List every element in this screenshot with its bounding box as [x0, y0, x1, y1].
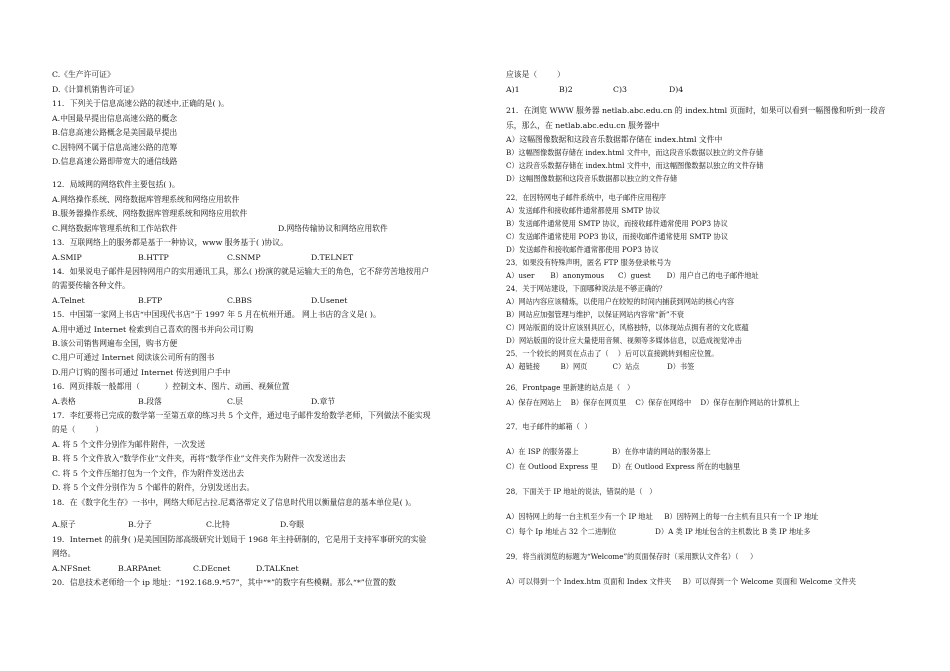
right-line: C）发送邮件通常使用 POP3 协议，而接收邮件通常使用 SMTP 协议 — [506, 232, 729, 241]
left-line: D.《计算机销售许可证》 — [52, 85, 139, 94]
right-line: B）发送邮件通常使用 SMTP 协议，而接收邮件通常使用 POP3 协议 — [506, 219, 728, 228]
left-line: 的需要传输各种文件。 — [52, 281, 130, 290]
left-line: C.SNMP — [227, 253, 261, 262]
left-line: 网络。 — [52, 549, 76, 558]
left-line: A.网络操作系统、网络数据库管理系统和网络应用软件 — [52, 195, 240, 204]
left-line: B.该公司销售网遍布全国，购书方便 — [52, 339, 178, 348]
right-line: 28．下面关于 IP 地址的说法，错误的是（ ） — [506, 487, 657, 496]
left-line: 20．信息技术老师给一个 ip 地址：“192.168.9.*57”，其中“*”的数字有些模糊。那么“*”位置的数 — [52, 578, 396, 587]
right-line: 26．Frontpage 里新建的站点是（ ） — [506, 383, 635, 392]
left-line: B.分子 — [128, 520, 152, 529]
left-line: B.HTTP — [138, 253, 169, 262]
right-line: D）这幅图像数据和这段音乐数据都以独立的文件存储 — [506, 174, 678, 183]
right-line: 29．将当前浏览的标题为“Welcome”的页面保存时（采用默认文件名）（ ） — [506, 552, 758, 561]
right-line: A）网站内容应该精炼，以使用户在较短的时间内捕获到网站的核心内容 — [506, 297, 735, 306]
left-line: B.信息高速公路概念是美国最早提出 — [52, 128, 178, 137]
left-line: C.层 — [227, 397, 243, 406]
left-line: A.Telnet — [52, 296, 85, 305]
left-line: D.信息高速公路即带宽大的通信线路 — [52, 157, 178, 166]
right-line: C）这段音乐数据存储在 index.html 文件中，而这幅图像数据以独立的文件存储 — [506, 161, 764, 170]
left-line: 11．下列关于信息高速公路的叙述中,正确的是( )。 — [52, 99, 229, 108]
left-line: C.因特网不属于信息高速公路的范筹 — [52, 143, 178, 152]
left-line: 19．Internet 的前身( )是美国国防部高级研究计划局于 1968 年主持研制的，它是用于支持军事研究的实验 — [52, 535, 427, 544]
left-line: B.FTP — [138, 296, 163, 305]
left-line: C.BBS — [227, 296, 252, 305]
right-line: D）在 Outlood Express 所在的电脑里 — [612, 462, 741, 471]
left-line: A.NFSnet — [52, 564, 91, 573]
left-line: D.夸眼 — [280, 520, 305, 529]
left-line: B.服务器操作系统、网络数据库管理系统和网络应用软件 — [52, 209, 248, 218]
left-line: D.网络传输协议和网络应用软件 — [278, 224, 388, 233]
left-line: B.ARPAnet — [118, 564, 161, 573]
left-line: 17．李红要将已完成的数学第一至第五章的练习共 5 个文件，通过电子邮件发给数学老师，下列做法不能实现 — [52, 411, 431, 420]
left-line: D.TELNET — [311, 253, 354, 262]
left-line: A.用中通过 Internet 检索到自己喜欢的图书并向公司订购 — [52, 325, 254, 334]
right-line: B）网站应加强管理与维护，以保证网站内容常“新”不衰 — [506, 310, 684, 319]
right-line: A）可以得到一个 Index.htm 页面和 Index 文件夹 B）可以得到一个 Welcome 页面和 Welcome 文件夹 — [506, 577, 856, 586]
right-line: C）在 Outlood Express 里 — [506, 462, 598, 471]
left-line: C. 将 5 个文件压缩打包为一个文件，作为附件发送出去 — [52, 469, 245, 478]
right-line: D)4 — [669, 85, 684, 94]
right-line: D）网站版面的设计应大量使用音频、视频等多媒体信息，以造成视觉冲击 — [506, 336, 742, 345]
left-line: A. 将 5 个文件分别作为邮件附件，一次发送 — [52, 440, 206, 449]
left-line: A.中国最早提出信息高速公路的概念 — [52, 114, 178, 123]
right-line: C)3 — [613, 85, 627, 94]
right-line: 24．关于网站建设，下面哪种说法是不够正确的？ — [506, 284, 667, 293]
right-line: B）在你申请的网站的服务器上 — [612, 447, 711, 456]
right-line: 应该是（ ） — [506, 70, 565, 79]
right-line: 22．在因特网电子邮件系统中，电子邮件应用程序 — [506, 193, 667, 202]
right-line: A）因特网上的每一台主机至少有一个 IP 地址 B）因特网上的每一台主机有且只有一个 IP 地址 — [506, 512, 819, 521]
right-line: 21．在浏览 WWW 服务器 netlab.abc.edu.cn 的 index.html 页面时，如果可以看到一幅图像和听到一段音 — [506, 106, 886, 115]
left-line: A.原子 — [52, 520, 76, 529]
left-line: B.段落 — [138, 397, 162, 406]
right-line: B)2 — [559, 85, 573, 94]
right-line: 23．如果没有特殊声明，匿名 FTP 服务登录帐号为 — [506, 258, 671, 267]
left-line: A.表格 — [52, 397, 76, 406]
left-line: D.TALKnet — [256, 564, 299, 573]
left-line: 12．局域网的网络软件主要包括( )。 — [52, 180, 180, 189]
right-line: A）超链接 B）网页 C）站点 D）书签 — [506, 362, 695, 371]
left-line: C.网络数据库管理系统和工作站软件 — [52, 224, 178, 233]
left-line: D.Usenet — [311, 296, 348, 305]
right-line: A）在 ISP 的服务器上 — [506, 447, 579, 456]
right-line: A)1 — [506, 85, 520, 94]
right-line: 27．电子邮件的邮箱（ ） — [506, 422, 592, 431]
right-line: B）这幅图像数据存储在 index.html 文件中，而这段音乐数据以独立的文件存储 — [506, 148, 764, 157]
left-line: 14．如果说电子邮件是因特网用户的实用通讯工具，那么( )扮演的就是运输大王的角色，它不辞劳苦地按用户 — [52, 267, 430, 276]
left-line: 的是（ ） — [52, 425, 104, 434]
left-line: C.DEcnet — [193, 564, 231, 573]
left-line: 13．互联网络上的服务都是基于一种协议，www 服务基于( )协议。 — [52, 238, 288, 247]
left-line: A.SMIP — [52, 253, 82, 262]
left-line: D.章节 — [311, 397, 336, 406]
right-line: A）这幅图像数据和这段音乐数据都存储在 index.html 文件中 — [506, 135, 723, 144]
right-line: A）发送邮件和接收邮件通常都使用 SMTP 协议 — [506, 206, 660, 215]
right-line: A）保存在网站上 B）保存在网页里 C）保存在网络中 D）保存在制作网站的计算机上 — [506, 398, 800, 407]
right-line: 25．一个较长的网页在点击了（ ）后可以直接跳转到相应位置。 — [506, 349, 719, 358]
left-line: D.用户订购的图书可通过 Internet 传送到用户手中 — [52, 368, 231, 377]
left-line: B. 将 5 个文件放入“数学作业”文件夹，再将“数学作业”文件夹作为附件一次发送出去 — [52, 454, 346, 463]
left-line: 18．在《数字化生存》一书中，网络大师尼古拉.尼葛洛蒂定义了信息时代用以衡量信息的基本单位是( )。 — [52, 498, 417, 507]
right-line: D）发送邮件和接收邮件通常都使用 POP3 协议 — [506, 245, 659, 254]
right-line: 乐，那么，在 netlab.abc.edu.cn 服务器中 — [506, 121, 660, 130]
left-line: C.用户可通过 Internet 阅读该公司所有的图书 — [52, 353, 215, 362]
left-line: 15．中国第一家网上书店“中国现代书店”于 1997 年 5 月在杭州开通。 网上书店的含义是( )。 — [52, 310, 381, 319]
left-line: D. 将 5 个文件分别作为 5 个邮件的附件，分别发送出去。 — [52, 483, 255, 492]
right-line: C）每个 Ip 地址占 32 个二进制位 D）A 类 IP 地址包含的主机数比 B 类 IP 地址多 — [506, 527, 811, 536]
left-line: C.《生产许可证》 — [52, 70, 115, 79]
right-line: C）网站版面的设计应该别具匠心，风格独特，以体现站点拥有者的文化底蕴 — [506, 323, 749, 332]
left-line: 16．网页排版一般都用（ ）控制文本、图片、动画、视频位置 — [52, 382, 290, 391]
right-line: A）user B）anonymous C）guest D）用户自己的电子邮件地址 — [506, 271, 759, 280]
left-line: C.比特 — [206, 520, 230, 529]
